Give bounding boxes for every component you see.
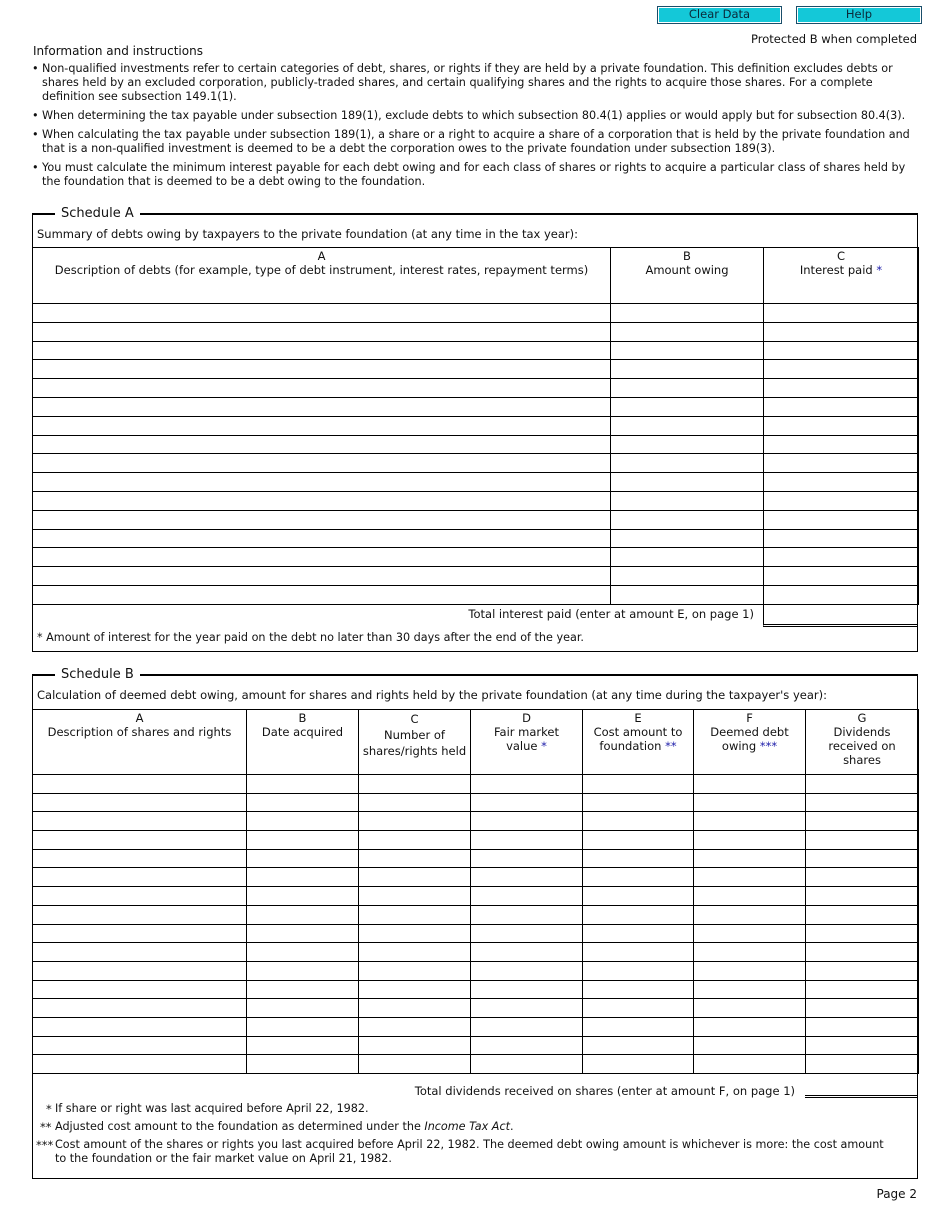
input-cell[interactable] xyxy=(359,868,471,887)
col-a-header: A Description of debts (for example, type of debt instrument, interest rates, repayment terms) xyxy=(33,248,611,304)
input-cell[interactable] xyxy=(33,322,611,341)
clear-data-button[interactable]: Clear Data xyxy=(657,6,782,24)
input-cell[interactable] xyxy=(694,943,806,962)
input-cell[interactable] xyxy=(247,1017,359,1036)
input-cell[interactable] xyxy=(359,775,471,794)
input-cell[interactable] xyxy=(359,887,471,906)
input-cell[interactable] xyxy=(33,341,611,360)
input-cell[interactable] xyxy=(33,304,611,323)
input-cell[interactable] xyxy=(764,454,919,473)
protected-label: Protected B when completed xyxy=(751,32,917,46)
schedule-a-title: Schedule A xyxy=(55,205,140,223)
input-cell[interactable] xyxy=(694,812,806,831)
input-cell[interactable] xyxy=(583,980,694,999)
input-cell[interactable] xyxy=(806,868,919,887)
input-cell[interactable] xyxy=(359,812,471,831)
input-cell[interactable] xyxy=(611,491,764,510)
input-cell[interactable] xyxy=(764,529,919,548)
input-cell[interactable] xyxy=(611,416,764,435)
input-cell[interactable] xyxy=(33,397,611,416)
input-cell[interactable] xyxy=(33,887,247,906)
schedule-a-footnote: * Amount of interest for the year paid on the debt no later than 30 days after the end of the year. xyxy=(37,631,584,644)
table-row xyxy=(33,529,919,548)
table-row xyxy=(33,849,919,868)
schedule-b-subtitle: Calculation of deemed debt owing, amount for shares and rights held by the private foundation (at any time during the taxpayer's year): xyxy=(37,688,827,702)
input-cell[interactable] xyxy=(471,1017,583,1036)
input-cell[interactable] xyxy=(764,435,919,454)
input-cell[interactable] xyxy=(33,454,611,473)
schedule-b xyxy=(32,667,918,1179)
input-cell[interactable] xyxy=(247,1036,359,1055)
table-row xyxy=(33,304,919,323)
input-cell[interactable] xyxy=(694,887,806,906)
input-cell[interactable] xyxy=(33,1017,247,1036)
input-cell[interactable] xyxy=(33,473,611,492)
input-cell[interactable] xyxy=(611,341,764,360)
schedule-a-table xyxy=(32,247,919,605)
input-cell[interactable] xyxy=(33,548,611,567)
input-cell[interactable] xyxy=(694,831,806,850)
input-cell[interactable] xyxy=(33,567,611,586)
table-row xyxy=(33,980,919,999)
input-cell[interactable] xyxy=(247,924,359,943)
input-cell[interactable] xyxy=(33,775,247,794)
input-cell[interactable] xyxy=(33,585,611,604)
schedule-b-header-row xyxy=(33,710,919,775)
schedule-b-note-1: If share or right was last acquired before April 22, 1982. xyxy=(55,1102,369,1115)
input-cell[interactable] xyxy=(583,849,694,868)
input-cell[interactable] xyxy=(471,1036,583,1055)
info-bullet: • You must calculate the minimum interest payable for each debt owing and for each class of shares or rights to acquire a particular class of shares held by the foundation that is deemed to be a debt owing to the foundation. xyxy=(33,161,918,189)
input-cell[interactable] xyxy=(359,924,471,943)
input-cell[interactable] xyxy=(694,849,806,868)
input-cell[interactable] xyxy=(694,793,806,812)
input-cell[interactable] xyxy=(694,961,806,980)
input-cell[interactable] xyxy=(611,397,764,416)
input-cell[interactable] xyxy=(583,812,694,831)
input-cell[interactable] xyxy=(764,416,919,435)
input-cell[interactable] xyxy=(764,510,919,529)
table-row xyxy=(33,924,919,943)
table-row xyxy=(33,961,919,980)
input-cell[interactable] xyxy=(33,980,247,999)
table-row xyxy=(33,454,919,473)
table-row xyxy=(33,793,919,812)
input-cell[interactable] xyxy=(247,943,359,962)
input-cell[interactable] xyxy=(471,924,583,943)
input-cell[interactable] xyxy=(471,1055,583,1074)
schedule-b-title: Schedule B xyxy=(55,666,140,684)
input-cell[interactable] xyxy=(471,887,583,906)
input-cell[interactable] xyxy=(247,831,359,850)
schedule-a-subtitle: Summary of debts owing by taxpayers to the private foundation (at any time in the tax year): xyxy=(37,227,578,241)
input-cell[interactable] xyxy=(359,849,471,868)
input-cell[interactable] xyxy=(764,360,919,379)
input-cell[interactable] xyxy=(33,943,247,962)
input-cell[interactable] xyxy=(611,304,764,323)
input-cell[interactable] xyxy=(694,1017,806,1036)
input-cell[interactable] xyxy=(33,529,611,548)
table-row xyxy=(33,491,919,510)
input-cell[interactable] xyxy=(33,1055,247,1074)
input-cell[interactable] xyxy=(33,961,247,980)
input-cell[interactable] xyxy=(471,812,583,831)
table-row xyxy=(33,567,919,586)
input-cell[interactable] xyxy=(611,454,764,473)
col-g-header: G Dividends received on shares xyxy=(806,710,919,775)
input-cell[interactable] xyxy=(583,1017,694,1036)
input-cell[interactable] xyxy=(33,510,611,529)
input-cell[interactable] xyxy=(806,775,919,794)
table-row xyxy=(33,1036,919,1055)
input-cell[interactable] xyxy=(583,831,694,850)
input-cell[interactable] xyxy=(471,849,583,868)
col-f-header: F Deemed debt owing *** xyxy=(694,710,806,775)
table-row xyxy=(33,775,919,794)
table-row xyxy=(33,416,919,435)
input-cell[interactable] xyxy=(33,491,611,510)
input-cell[interactable] xyxy=(806,905,919,924)
input-cell[interactable] xyxy=(359,831,471,850)
input-cell[interactable] xyxy=(33,435,611,454)
total-dividends-field[interactable] xyxy=(805,1080,918,1098)
input-cell[interactable] xyxy=(247,999,359,1018)
input-cell[interactable] xyxy=(764,491,919,510)
input-cell[interactable] xyxy=(694,905,806,924)
input-cell[interactable] xyxy=(471,775,583,794)
input-cell[interactable] xyxy=(583,961,694,980)
input-cell[interactable] xyxy=(611,360,764,379)
input-cell[interactable] xyxy=(247,961,359,980)
schedule-a xyxy=(32,206,918,652)
schedule-b-note-3: Cost amount of the shares or rights you last acquired before April 22, 1982. The deemed debt owing amount is whichever is more: the cost amount to the foundation or the fair market value on April 21, 1982. xyxy=(55,1138,884,1165)
input-cell[interactable] xyxy=(806,1017,919,1036)
input-cell[interactable] xyxy=(694,924,806,943)
input-cell[interactable] xyxy=(247,793,359,812)
input-cell[interactable] xyxy=(359,793,471,812)
input-cell[interactable] xyxy=(611,322,764,341)
table-row xyxy=(33,548,919,567)
input-cell[interactable] xyxy=(694,868,806,887)
input-cell[interactable] xyxy=(33,416,611,435)
table-row xyxy=(33,510,919,529)
table-row xyxy=(33,943,919,962)
input-cell[interactable] xyxy=(33,379,611,398)
table-row xyxy=(33,1017,919,1036)
input-cell[interactable] xyxy=(694,775,806,794)
info-bullet: • Non-qualified investments refer to certain categories of debt, shares, or rights if they are held by a private foundation. This definition excludes debts or shares held by an excluded corporation, publicly-traded shares, and certain qualifying shares and the rights to acquire those shares. For a complete definition see subsection 149.1(1). xyxy=(33,62,918,104)
input-cell[interactable] xyxy=(471,943,583,962)
input-cell[interactable] xyxy=(247,775,359,794)
total-interest-label: Total interest paid (enter at amount E, on page 1) xyxy=(468,607,754,621)
table-row xyxy=(33,435,919,454)
input-cell[interactable] xyxy=(471,999,583,1018)
col-e-header: E Cost amount to foundation ** xyxy=(583,710,694,775)
input-cell[interactable] xyxy=(806,793,919,812)
input-cell[interactable] xyxy=(583,905,694,924)
input-cell[interactable] xyxy=(359,961,471,980)
input-cell[interactable] xyxy=(471,961,583,980)
input-cell[interactable] xyxy=(764,548,919,567)
note-mark: ** xyxy=(40,1120,52,1134)
input-cell[interactable] xyxy=(471,793,583,812)
col-d-header: D Fair market value * xyxy=(471,710,583,775)
table-row xyxy=(33,360,919,379)
input-cell[interactable] xyxy=(583,999,694,1018)
input-cell[interactable] xyxy=(611,379,764,398)
info-title: Information and instructions xyxy=(33,44,203,58)
info-bullet: • When calculating the tax payable under subsection 189(1), a share or a right to acquire a share of a corporation that is held by the private foundation and that is a non-qualified investment is deemed to be a debt the corporation owes to the private foundation under subsection 189(3). xyxy=(33,128,918,156)
input-cell[interactable] xyxy=(806,849,919,868)
input-cell[interactable] xyxy=(764,341,919,360)
input-cell[interactable] xyxy=(611,529,764,548)
input-cell[interactable] xyxy=(359,980,471,999)
input-cell[interactable] xyxy=(583,868,694,887)
input-cell[interactable] xyxy=(806,812,919,831)
input-cell[interactable] xyxy=(583,1036,694,1055)
info-bullet: • When determining the tax payable under subsection 189(1), exclude debts to which subsection 80.4(1) applies or would apply but for subsection 80.4(3). xyxy=(33,109,918,123)
input-cell[interactable] xyxy=(33,999,247,1018)
input-cell[interactable] xyxy=(694,1055,806,1074)
input-cell[interactable] xyxy=(583,887,694,906)
input-cell[interactable] xyxy=(33,360,611,379)
input-cell[interactable] xyxy=(764,379,919,398)
input-cell[interactable] xyxy=(611,567,764,586)
table-row xyxy=(33,999,919,1018)
table-row xyxy=(33,868,919,887)
schedule-b-table xyxy=(32,709,919,1074)
input-cell[interactable] xyxy=(806,887,919,906)
col-c-header: C Interest paid * xyxy=(764,248,919,304)
input-cell[interactable] xyxy=(33,868,247,887)
table-row xyxy=(33,379,919,398)
input-cell[interactable] xyxy=(247,887,359,906)
input-cell[interactable] xyxy=(806,924,919,943)
table-row xyxy=(33,341,919,360)
total-interest-field[interactable] xyxy=(763,601,918,627)
input-cell[interactable] xyxy=(611,585,764,604)
input-cell[interactable] xyxy=(33,1036,247,1055)
table-row xyxy=(33,831,919,850)
col-b-header: B Amount owing xyxy=(611,248,764,304)
help-button[interactable]: Help xyxy=(796,6,922,24)
schedule-b-note-2: Adjusted cost amount to the foundation as determined under the Income Tax Act. xyxy=(55,1120,514,1133)
input-cell[interactable] xyxy=(806,961,919,980)
input-cell[interactable] xyxy=(33,905,247,924)
input-cell[interactable] xyxy=(806,999,919,1018)
input-cell[interactable] xyxy=(806,1036,919,1055)
input-cell[interactable] xyxy=(247,849,359,868)
note-mark: *** xyxy=(36,1138,54,1152)
input-cell[interactable] xyxy=(694,980,806,999)
input-cell[interactable] xyxy=(611,510,764,529)
table-row xyxy=(33,887,919,906)
input-cell[interactable] xyxy=(471,868,583,887)
table-row xyxy=(33,322,919,341)
schedule-a-header-row xyxy=(33,248,919,304)
input-cell[interactable] xyxy=(764,567,919,586)
table-row xyxy=(33,473,919,492)
info-bullets xyxy=(33,62,918,194)
input-cell[interactable] xyxy=(806,943,919,962)
input-cell[interactable] xyxy=(359,943,471,962)
input-cell[interactable] xyxy=(359,1017,471,1036)
input-cell[interactable] xyxy=(359,1055,471,1074)
input-cell[interactable] xyxy=(611,473,764,492)
input-cell[interactable] xyxy=(33,812,247,831)
table-row xyxy=(33,905,919,924)
table-row xyxy=(33,812,919,831)
input-cell[interactable] xyxy=(33,831,247,850)
input-cell[interactable] xyxy=(33,924,247,943)
input-cell[interactable] xyxy=(583,1055,694,1074)
col-c-header: C Number of shares/rights held xyxy=(359,710,471,775)
input-cell[interactable] xyxy=(359,999,471,1018)
total-dividends-label: Total dividends received on shares (enter at amount F, on page 1) xyxy=(414,1084,795,1098)
input-cell[interactable] xyxy=(764,473,919,492)
input-cell[interactable] xyxy=(806,831,919,850)
input-cell[interactable] xyxy=(33,793,247,812)
input-cell[interactable] xyxy=(806,1055,919,1074)
input-cell[interactable] xyxy=(611,435,764,454)
input-cell[interactable] xyxy=(247,905,359,924)
input-cell[interactable] xyxy=(583,943,694,962)
input-cell[interactable] xyxy=(359,905,471,924)
input-cell[interactable] xyxy=(583,793,694,812)
input-cell[interactable] xyxy=(764,322,919,341)
page-number: Page 2 xyxy=(876,1187,917,1201)
col-a-header: A Description of shares and rights xyxy=(33,710,247,775)
table-row xyxy=(33,1055,919,1074)
input-cell[interactable] xyxy=(611,548,764,567)
input-cell[interactable] xyxy=(694,1036,806,1055)
input-cell[interactable] xyxy=(583,924,694,943)
input-cell[interactable] xyxy=(247,868,359,887)
input-cell[interactable] xyxy=(471,831,583,850)
input-cell[interactable] xyxy=(471,980,583,999)
input-cell[interactable] xyxy=(764,397,919,416)
input-cell[interactable] xyxy=(247,1055,359,1074)
col-b-header: B Date acquired xyxy=(247,710,359,775)
input-cell[interactable] xyxy=(806,980,919,999)
input-cell[interactable] xyxy=(694,999,806,1018)
input-cell[interactable] xyxy=(471,905,583,924)
input-cell[interactable] xyxy=(583,775,694,794)
input-cell[interactable] xyxy=(247,980,359,999)
input-cell[interactable] xyxy=(764,304,919,323)
input-cell[interactable] xyxy=(247,812,359,831)
table-row xyxy=(33,397,919,416)
note-mark: * xyxy=(46,1102,52,1116)
input-cell[interactable] xyxy=(359,1036,471,1055)
input-cell[interactable] xyxy=(33,849,247,868)
